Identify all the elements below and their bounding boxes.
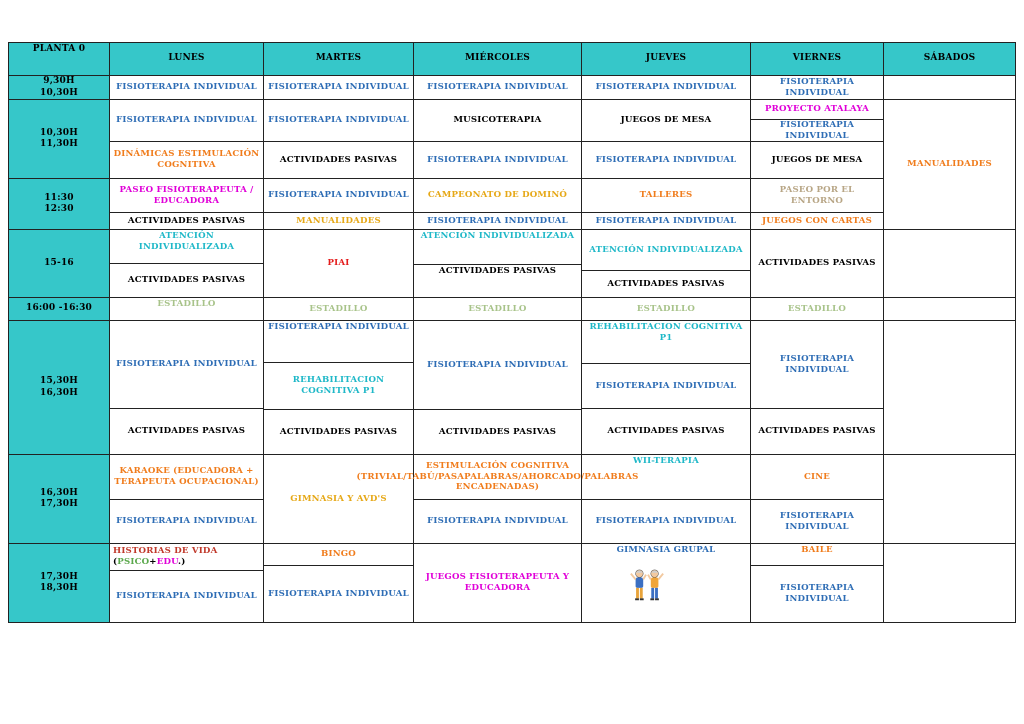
activity-cell: FISIOTERAPIA INDIVIDUAL: [109, 570, 264, 623]
activity-cell: ESTADILLO: [109, 297, 264, 321]
activity-cell: JUEGOS FISIOTERAPEUTA Y EDUCADORA: [413, 543, 582, 623]
activity-cell: FISIOTERAPIA INDIVIDUAL: [750, 75, 884, 100]
day-header-sabados: SÁBADOS: [883, 42, 1016, 76]
activity-cell: ATENCIÓN INDIVIDUALIZADA: [109, 229, 264, 264]
activity-cell: ACTIVIDADES PASIVAS: [581, 408, 751, 455]
elderly-exercise-icon: [628, 567, 666, 605]
empty-cell: [883, 320, 1016, 455]
activity-cell: FISIOTERAPIA INDIVIDUAL: [109, 75, 264, 100]
activity-cell: FISIOTERAPIA INDIVIDUAL: [413, 320, 582, 410]
activity-cell: ACTIVIDADES PASIVAS: [413, 409, 582, 455]
activity-cell: FISIOTERAPIA INDIVIDUAL: [109, 320, 264, 409]
day-header-martes: MARTES: [263, 42, 414, 76]
activity-cell: ACTIVIDADES PASIVAS: [750, 229, 884, 298]
activity-cell: FISIOTERAPIA INDIVIDUAL: [263, 320, 414, 363]
day-header-jueves: JUEVES: [581, 42, 751, 76]
activity-cell: JUEGOS DE MESA: [750, 141, 884, 179]
activity-cell: BAILE: [750, 543, 884, 566]
activity-cell: FISIOTERAPIA INDIVIDUAL: [750, 565, 884, 623]
activity-cell: REHABILITACION COGNITIVA P1: [263, 362, 414, 410]
empty-cell: [883, 454, 1016, 544]
activity-cell: CAMPEONATO DE DOMINÓ: [413, 178, 582, 213]
activity-cell: MUSICOTERAPIA: [413, 99, 582, 142]
activity-cell: JUEGOS CON CARTAS: [750, 212, 884, 230]
paren-open: (: [113, 557, 118, 567]
activity-cell: FISIOTERAPIA INDIVIDUAL: [263, 99, 414, 142]
activity-cell: ACTIVIDADES PASIVAS: [581, 270, 751, 298]
psico-label: PSICO: [117, 557, 150, 567]
activity-cell: DINÁMICAS ESTIMULACIÓN COGNITIVA: [109, 141, 264, 179]
activity-cell: ACTIVIDADES PASIVAS: [109, 408, 264, 455]
time-slot: 16,30H 17,30H: [8, 454, 110, 544]
activity-cell: ESTADILLO: [263, 297, 414, 321]
activity-cell: WII-TERAPIA: [581, 454, 751, 500]
activity-cell: JUEGOS DE MESA: [581, 99, 751, 142]
activity-cell: PASEO FISIOTERAPEUTA / EDUCADORA: [109, 178, 264, 213]
activity-cell: FISIOTERAPIA INDIVIDUAL: [581, 499, 751, 544]
activity-cell: ACTIVIDADES PASIVAS: [109, 212, 264, 230]
activity-cell: GIMNASIA Y AVD'S: [263, 454, 414, 544]
activity-cell: MANUALIDADES: [263, 212, 414, 230]
time-slot: 15-16: [8, 229, 110, 298]
activity-cell: ATENCIÓN INDIVIDUALIZADA: [581, 229, 751, 271]
activity-cell: FISIOTERAPIA INDIVIDUAL: [750, 119, 884, 142]
time-slot: 16:00 -16:30: [8, 297, 110, 321]
activity-cell: PROYECTO ATALAYA: [750, 99, 884, 120]
activity-cell: FISIOTERAPIA INDIVIDUAL: [263, 565, 414, 623]
day-header-viernes: VIERNES: [750, 42, 884, 76]
time-slot: 10,30H 11,30H: [8, 99, 110, 179]
activity-cell: ESTIMULACIÓN COGNITIVA (TRIVIAL/TABÚ/PASAPALABRAS/AHORCADO/PALABRAS ENCADENADAS): [413, 454, 582, 500]
day-header-miercoles: MIÉRCOLES: [413, 42, 582, 76]
activity-cell: ACTIVIDADES PASIVAS: [263, 141, 414, 179]
activity-cell: ATENCIÓN INDIVIDUALIZADA: [413, 229, 582, 265]
activity-cell: CINE: [750, 454, 884, 500]
empty-cell: [883, 543, 1016, 623]
time-slot: 9,30H 10,30H: [8, 75, 110, 100]
activity-cell: FISIOTERAPIA INDIVIDUAL: [581, 141, 751, 179]
activity-cell: MANUALIDADES: [883, 99, 1016, 230]
activity-cell: FISIOTERAPIA INDIVIDUAL: [109, 99, 264, 142]
empty-cell: [883, 229, 1016, 298]
activity-cell: ACTIVIDADES PASIVAS: [750, 408, 884, 455]
paren-close: .): [178, 557, 186, 567]
activity-cell: ESTADILLO: [581, 297, 751, 321]
corner-header: PLANTA 0: [8, 42, 110, 76]
activity-cell: FISIOTERAPIA INDIVIDUAL: [750, 320, 884, 409]
edu-label: EDU: [156, 557, 179, 567]
plus-sign: +: [149, 557, 157, 567]
activity-cell: GIMNASIA GRUPAL: [581, 543, 751, 623]
time-slot: 11:30 12:30: [8, 178, 110, 230]
activity-cell: FISIOTERAPIA INDIVIDUAL: [109, 499, 264, 544]
historias-de-vida-label: HISTORIAS DE VIDA: [113, 546, 218, 557]
activity-cell: TALLERES: [581, 178, 751, 213]
day-header-lunes: LUNES: [109, 42, 264, 76]
activity-cell: FISIOTERAPIA INDIVIDUAL: [413, 75, 582, 100]
psico-edu-label: [113, 557, 185, 568]
time-slot: 17,30H 18,30H: [8, 543, 110, 623]
activity-cell: PASEO POR EL ENTORNO: [750, 178, 884, 213]
activity-cell: ESTADILLO: [750, 297, 884, 321]
empty-cell: [883, 297, 1016, 321]
activity-cell: KARAOKE (EDUCADORA + TERAPEUTA OCUPACIONAL): [109, 454, 264, 500]
activity-cell: BINGO: [263, 543, 414, 566]
activity-cell: FISIOTERAPIA INDIVIDUAL: [581, 363, 751, 409]
activity-cell: FISIOTERAPIA INDIVIDUAL: [263, 75, 414, 100]
activity-cell: FISIOTERAPIA INDIVIDUAL: [263, 178, 414, 213]
activity-cell: ESTADILLO: [413, 297, 582, 321]
activity-cell: REHABILITACION COGNITIVA P1: [581, 320, 751, 364]
activity-cell: FISIOTERAPIA INDIVIDUAL: [413, 212, 582, 230]
activity-cell: FISIOTERAPIA INDIVIDUAL: [581, 75, 751, 100]
activity-cell: ACTIVIDADES PASIVAS: [413, 264, 582, 298]
activity-cell: FISIOTERAPIA INDIVIDUAL: [413, 499, 582, 544]
activity-cell: [109, 543, 264, 571]
activity-cell: ACTIVIDADES PASIVAS: [263, 409, 414, 455]
time-slot: 15,30H 16,30H: [8, 320, 110, 455]
activity-cell: FISIOTERAPIA INDIVIDUAL: [413, 141, 582, 179]
activity-cell: FISIOTERAPIA INDIVIDUAL: [750, 499, 884, 544]
activity-cell: FISIOTERAPIA INDIVIDUAL: [581, 212, 751, 230]
empty-cell: [883, 75, 1016, 100]
activity-cell: PIAI: [263, 229, 414, 298]
activity-cell: ACTIVIDADES PASIVAS: [109, 263, 264, 298]
